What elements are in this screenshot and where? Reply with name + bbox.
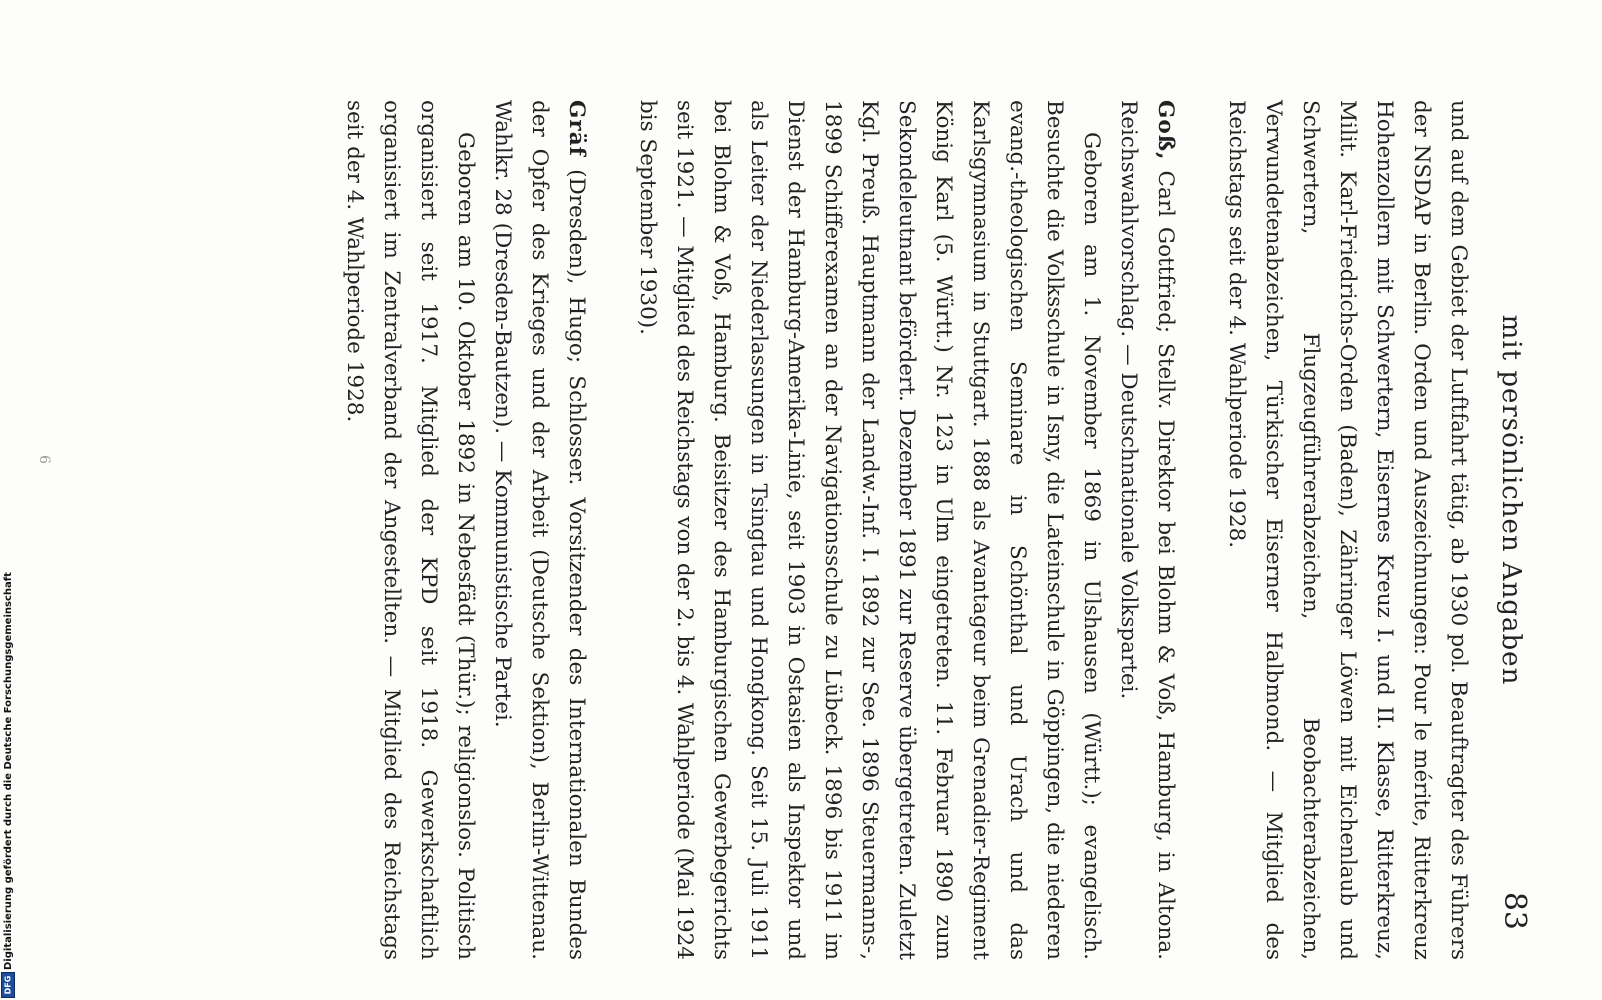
- entry-name: Goß,: [1153, 100, 1178, 161]
- credit-text: Digitalisierung gefördert durch die Deutsche Forschungsgemeinschaft: [3, 572, 14, 970]
- entry-intro: [484, 100, 595, 960]
- biography-entry-graef: [336, 100, 595, 960]
- page-body: [336, 100, 1477, 960]
- continuation-paragraph: und auf dem Gebiet der Luftfahrt tätig, ab 1930 pol. Beauftragter des Führers der NSDAP in Berlin. Orden und Auszeichnungen: Pour le mérite, Ritterkreuz Hohenzollern mit Schwertern, Eisernes Kreuz I. und II. Klasse, Ritterkreuz, Milit. Karl-Friedrichs-Orden (Baden), Zähringer Löwen mit Eichenlaub und Schwertern, Flugzeugführerabzeichen, Beobachterabzeichen, Verwundetenabzeichen, Türkischer Eiserner Halbmond. — Mitglied des Reichstags seit der 4. Wahlperiode 1928.: [1224, 100, 1471, 960]
- dfg-logo: [1, 972, 15, 998]
- entry-name: Gräf: [564, 100, 589, 157]
- biography-entry-goss: [629, 100, 1184, 960]
- dfg-logo-text: DFG: [3, 975, 13, 995]
- entry-biography: Geboren am 10. Oktober 1892 in Nebesfädt (Thür.); religionslos. Politisch organisiert seit 1917. Mitglied der KPD seit 1918. Gewerkschaftlich organisiert im Zentralverband der Angestellten. — Mitglied des Reichstags seit der 4. Wahlperiode 1928.: [342, 100, 478, 960]
- running-head: [1482, 0, 1532, 1000]
- entry-intro-text: (Dresden), Hugo; Schlosser. Vorsitzender des Internationalen Bundes der Opfer des Krieges und der Arbeit (Deutsche Sektion), Berlin-Wittenau. Wahlkr. 28 (Dresden-Bautzen). — Kommunistische Partei.: [490, 100, 589, 960]
- entry-intro: [1110, 100, 1184, 960]
- page-number: 83: [1497, 891, 1532, 930]
- entry-intro-text: Carl Gottfried; Stellv. Direktor bei Blohm & Voß, Hamburg, in Altona. Reichswahlvorschlag. — Deutschnationale Volkspartei.: [1116, 100, 1178, 960]
- entry-biography: Geboren am 1. November 1869 in Ulshausen (Württ.); evangelisch. Besuchte die Volksschule in Isny, die Lateinschule in Göppingen, die niederen evang.-theologischen Seminare in Schönthal und Urach und das Karlsgymnasium in Stuttgart. 1888 als Avantageur beim Grenadier-Regiment König Karl (5. Württ.) Nr. 123 in Ulm eingetreten. 11. Februar 1890 zum Sekondeleutnant befördert. Dezember 1891 zur Reserve übergetreten. Zuletzt Kgl. Preuß. Hauptmann der Landw.-Inf. I. 1892 zur See. 1896 Steuermanns-, 1899 Schifferexamen an der Navigationsschule zu Lübeck. 1896 bis 1911 im Dienst der Hamburg-Amerika-Linie, seit 1903 in Ostasien als Inspektor und als Leiter der Niederlassungen in Tsingtau und Hongkong. Seit 15. Juli 1911 bei Blohm & Voß, Hamburg. Beisitzer des Hamburgischen Gewerbegerichts seit 1921. — Mitglied des Reichstags von der 2. bis 4. Wahlperiode (Mai 1924 bis September 1930).: [635, 100, 1104, 960]
- running-title: mit persönlichen Angaben: [1496, 314, 1526, 686]
- stray-mark: 6: [36, 455, 52, 464]
- digitization-credit: [0, 572, 16, 1000]
